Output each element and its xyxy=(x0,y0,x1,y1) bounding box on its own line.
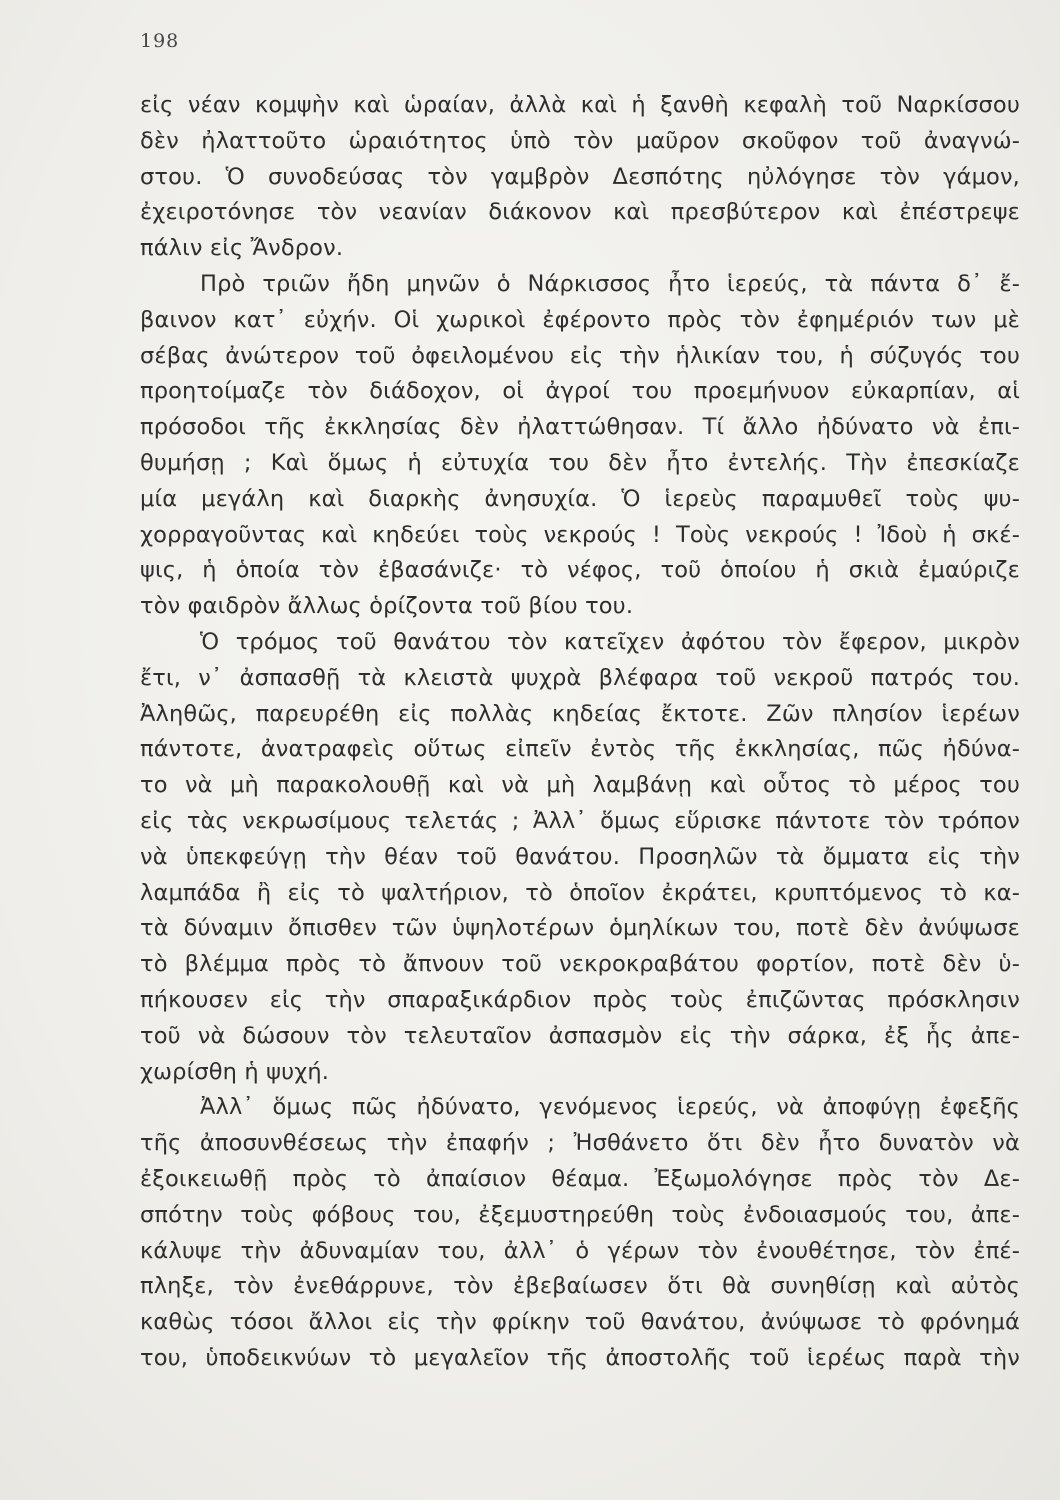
text-line: μία μεγάλη καὶ διαρκὴς ἀνησυχία. Ὁ ἱερεὺς παραμυθεῖ τοὺς ψυ- xyxy=(140,485,1020,512)
text-line: πρόσοδοι τῆς ἐκκλησίας δὲν ἠλαττώθησαν. Τί ἄλλο ἠδύνατο νὰ ἐπι- xyxy=(140,414,1020,441)
text-line: καθὼς τόσοι ἄλλοι εἰς τὴν φρίκην τοῦ θανάτου, ἀνύψωσε τὸ φρόνημά xyxy=(140,1309,1020,1336)
text-line: τὸν φαιδρὸν ἄλλως ὁρίζοντα τοῦ βίου του. xyxy=(140,593,634,620)
text-line: ἐχειροτόνησε τὸν νεανίαν διάκονον καὶ πρεσβύτερον καὶ ἐπέστρεψε xyxy=(140,199,1020,226)
text-line: Ὁ τρόμος τοῦ θανάτου τὸν κατεῖχεν ἀφότου τὸν ἔφερον, μικρὸν xyxy=(200,628,1020,655)
text-line: σπότην τοὺς φόβους του, ἐξεμυστηρεύθη τοὺς ἐνδοιασμούς του, ἀπε- xyxy=(140,1201,1020,1228)
text-line: ἐξοικειωθῇ πρὸς τὸ ἀπαίσιον θέαμα. Ἐξωμολόγησε πρὸς τὸν Δε- xyxy=(140,1165,1020,1192)
text-line: δὲν ἠλαττοῦτο ὡραιότητος ὑπὸ τὸν μαῦρον σκοῦφον τοῦ ἀναγνώ- xyxy=(140,127,1020,154)
text-line: προητοίμαζε τὸν διάδοχον, οἱ ἀγροί του προεμήνυον εὐκαρπίαν, αἱ xyxy=(140,378,1020,405)
text-line: χωρίσθη ἡ ψυχή. xyxy=(140,1058,330,1085)
text-line: πάλιν εἰς Ἄνδρον. xyxy=(140,235,344,262)
text-line: στου. Ὁ συνοδεύσας τὸν γαμβρὸν Δεσπότης ηὐλόγησε τὸν γάμον, xyxy=(140,163,1020,190)
text-line: πήκουσεν εἰς τὴν σπαραξικάρδιον πρὸς τοὺς ἐπιζῶντας πρόσκλησιν xyxy=(140,986,1020,1013)
text-line: εἰς τὰς νεκρωσίμους τελετάς ; Ἀλλ᾽ ὅμως εὕρισκε πάντοτε τὸν τρόπον xyxy=(140,807,1020,834)
text-line: εἰς νέαν κομψὴν καὶ ὡραίαν, ἀλλὰ καὶ ἡ ξανθὴ κεφαλὴ τοῦ Ναρκίσσου xyxy=(140,92,1020,118)
text-line: Ἀληθῶς, παρευρέθη εἰς πολλὰς κηδείας ἔκτοτε. Ζῶν πλησίον ἱερέων xyxy=(140,700,1020,727)
text-line: τὸ βλέμμα πρὸς τὸ ἄπνουν τοῦ νεκροκραβάτου φορτίον, ποτὲ δὲν ὑ- xyxy=(140,951,1020,978)
text-line: τῆς ἀποσυνθέσεως τὴν ἐπαφήν ; Ἠσθάνετο ὅτι δὲν ἦτο δυνατὸν νὰ xyxy=(140,1130,1020,1157)
text-line: σέβας ἀνώτερον τοῦ ὀφειλομένου εἰς τὴν ἡλικίαν του, ἡ σύζυγός του xyxy=(140,342,1020,369)
text-line: βαινον κατ᾽ εὐχήν. Οἱ χωρικοὶ ἐφέροντο πρὸς τὸν ἐφημέριόν των μὲ xyxy=(140,306,1020,333)
text-line: πληξε, τὸν ἐνεθάρρυνε, τὸν ἐβεβαίωσεν ὅτι θὰ συνηθίσῃ καὶ αὐτὸς xyxy=(140,1273,1020,1300)
text-line: νὰ ὑπεκφεύγῃ τὴν θέαν τοῦ θανάτου. Προσηλῶν τὰ ὄμματα εἰς τὴν xyxy=(140,843,1020,870)
text-line: Πρὸ τριῶν ἤδη μηνῶν ὁ Νάρκισσος ἦτο ἱερεύς, τὰ πάντα δ᾽ ἔ- xyxy=(200,270,1020,297)
text-line: του, ὑποδεικνύων τὸ μεγαλεῖον τῆς ἀποστολῆς τοῦ ἱερέως παρὰ τὴν xyxy=(140,1344,1020,1371)
text-line: πάντοτε, ἀνατραφεὶς οὕτως εἰπεῖν ἐντὸς τῆς ἐκκλησίας, πῶς ἠδύνα- xyxy=(140,736,1020,763)
text-line: κάλυψε τὴν ἀδυναμίαν του, ἀλλ᾽ ὁ γέρων τὸν ἐνουθέτησε, τὸν ἐπέ- xyxy=(140,1237,1020,1264)
page-number: 198 xyxy=(140,30,180,52)
text-line: το νὰ μὴ παρακολουθῇ καὶ νὰ μὴ λαμβάνῃ καὶ οὗτος τὸ μέρος του xyxy=(140,772,1020,799)
text-line: τοῦ νὰ δώσουν τὸν τελευταῖον ἀσπασμὸν εἰς τὴν σάρκα, ἐξ ἧς ἀπε- xyxy=(140,1022,1020,1049)
text-line: Ἀλλ᾽ ὅμως πῶς ἠδύνατο, γενόμενος ἱερεύς, νὰ ἀποφύγῃ ἐφεξῆς xyxy=(200,1094,1020,1121)
text-line: τὰ δύναμιν ὄπισθεν τῶν ὑψηλοτέρων ὁμηλίκων του, ποτὲ δὲν ἀνύψωσε xyxy=(140,915,1020,942)
text-line: ψις, ἡ ὁποία τὸν ἐβασάνιζε· τὸ νέφος, τοῦ ὁποίου ἡ σκιὰ ἐμαύριζε xyxy=(140,557,1020,584)
text-line: λαμπάδα ἢ εἰς τὸ ψαλτήριον, τὸ ὁποῖον ἐκράτει, κρυπτόμενος τὸ κα- xyxy=(140,879,1020,906)
text-line: χορραγοῦντας καὶ κηδεύει τοὺς νεκρούς ! Τοὺς νεκρούς ! Ἰδοὺ ἡ σκέ- xyxy=(140,521,1020,548)
text-line: ἔτι, ν᾽ ἀσπασθῇ τὰ κλειστὰ ψυχρὰ βλέφαρα τοῦ νεκροῦ πατρός του. xyxy=(140,664,1020,691)
body-text xyxy=(140,88,1020,1377)
text-line: θυμήσῃ ; Καὶ ὅμως ἡ εὐτυχία του δὲν ἦτο ἐντελής. Τὴν ἐπεσκίαζε xyxy=(140,449,1020,476)
